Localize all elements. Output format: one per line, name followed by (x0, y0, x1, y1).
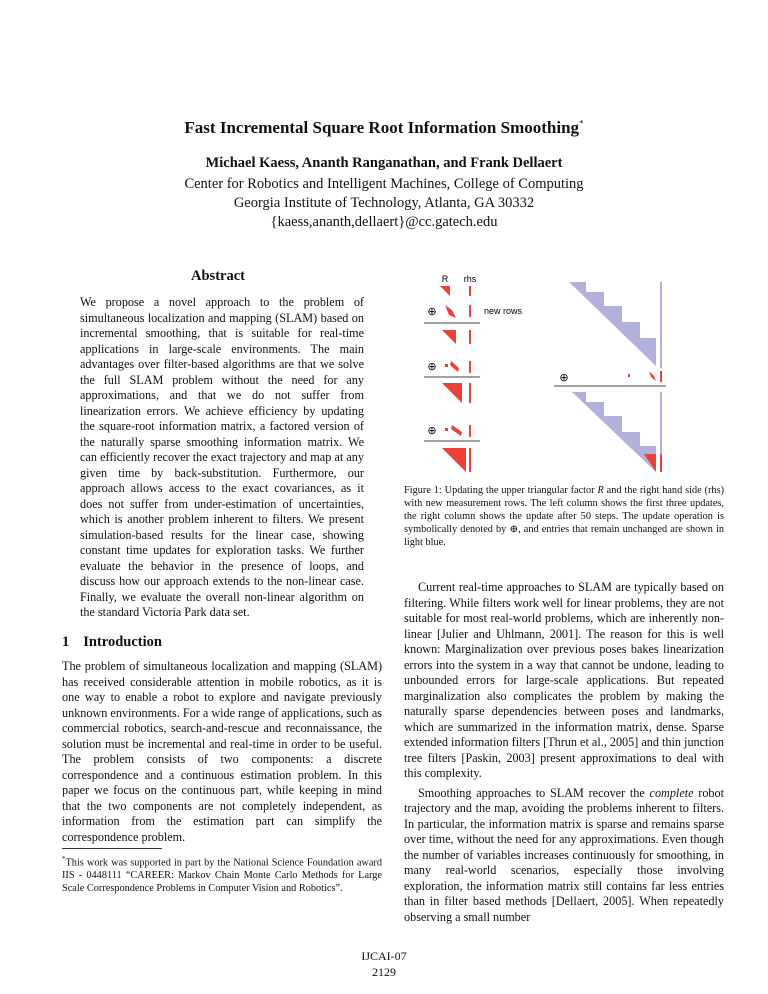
abstract-text: We propose a novel approach to the problem of simultaneous localization and mapping (SLAM) based on incremental smoothing, that is suitable for real-time applications in large-scale environments. The main advantages over filter-based algorithms are that we solve the full SLAM problem without the need for any approximations, and that we do not suffer from linearization errors. We achieve efficiency by updating the square-root information matrix, a factored version of the naturally sparse smoothing information matrix. We can efficiently recover the exact trajectory and map at any given time by back-substitution. Furthermore, our approach allows access to the exact covariances, as it does not suffer from under-estimation of uncertainties, which is another problem inherent to filters. We present simulation-based results for the linear case, showing constant time updates for exploration tasks. We further evaluate the behavior in the presence of loops, and discuss how our approach extends to the non-linear case. Finally, we evaluate the overall non-linear algorithm on the standard Victoria Park data set. (80, 295, 364, 619)
oplus-step-1: ⊕ (427, 306, 437, 318)
label-rhs: rhs (463, 274, 477, 284)
new-rows-rhs-3 (469, 425, 471, 437)
paper-title (0, 118, 768, 138)
abstract-heading: Abstract (191, 268, 245, 284)
author-list: Michael Kaess, Ananth Ranganathan, and Frank Dellaert (205, 155, 563, 171)
result-rhs-2 (469, 383, 471, 403)
new-rows-1 (445, 305, 456, 318)
result-r-after-50 (569, 392, 656, 472)
initial-r (440, 286, 450, 296)
oplus-step-3: ⊕ (427, 425, 437, 437)
result-rhs-after-50 (660, 392, 662, 454)
figure-1 (404, 268, 734, 478)
right-column-body (404, 580, 724, 925)
result-r-2 (442, 383, 462, 403)
rhs-after-50-steps (660, 282, 662, 368)
new-rows-2a (445, 364, 448, 367)
result-rhs-after-50-updated (660, 454, 662, 472)
right-paragraph-2-start: Smoothing approaches to SLAM recover the (418, 785, 645, 800)
label-r: R (441, 274, 449, 284)
affiliation-line-1: Center for Robotics and Intelligent Machines, College of Computing (184, 176, 584, 192)
footnote-mark: * (62, 855, 66, 863)
oplus-after-50-steps: ⊕ (559, 372, 569, 384)
footnote (62, 853, 382, 895)
author-email: {kaess,ananth,dellaert}@cc.gatech.edu (270, 214, 498, 230)
right-paragraph-2-emphasis: complete (649, 785, 694, 800)
title-footnote-mark: * (579, 118, 584, 129)
intro-paragraph: The problem of simultaneous localization and mapping (SLAM) has received considerable attention in mobile robotics, as it is one way to enable a robot to explore and navigate previously unknown environments. For a wide range of applications, such as commercial robotics, search-and-rescue and reconnaissance, the solution must be incremental and real-time in order to be useful. The problem consists of two components: a discrete correspondence and a continuous estimation problem. In this paper we focus on the continuous part, while keeping in mind that the two components are not completely independent, as information from the estimation part can simplify the correspondence problem. (62, 659, 382, 844)
new-rows-rhs-after-50 (660, 371, 662, 382)
label-new-rows: new rows (484, 306, 523, 316)
footer-page-number: 2129 (372, 965, 396, 979)
section-title: Introduction (83, 634, 162, 650)
new-rows-rhs-2 (469, 361, 471, 373)
new-rows-3a (445, 428, 448, 431)
footnote-divider (62, 848, 162, 849)
new-rows-rhs-1 (469, 305, 471, 317)
footer-venue: IJCAI-07 (361, 949, 407, 963)
new-rows-after-50-b (649, 371, 656, 381)
caption-text-1: Updating the upper triangular factor (444, 485, 595, 496)
title-text: Fast Incremental Square Root Information Smoothing (184, 118, 580, 137)
result-rhs-3 (469, 448, 471, 472)
matrix-initial (440, 286, 471, 296)
new-rows-after-50-a (628, 374, 630, 377)
figure-caption (404, 484, 724, 549)
r-after-50-steps-band (569, 282, 656, 366)
section-number: 1 (62, 634, 70, 650)
caption-label: Figure 1: (404, 485, 442, 496)
caption-text-2: and the right hand side (rhs) with new measurement rows. The left column shows the first three updates, the right column shows the update after 50 steps. The update operation is symbolically denoted by ⊕, and entries that remain unchanged are shown in light blue. (404, 485, 725, 548)
new-rows-3b (451, 425, 462, 436)
result-r-3 (442, 448, 466, 472)
right-paragraph-1: Current real-time approaches to SLAM are typically based on filtering. While filters work well for linear problems, they are not suitable for most real-world problems, which are inherently non-linear [Julier and Uhlmann, 2001]. The reason for this is well known: Marginalization over previous poses bakes linearization errors into the system in a way that cannot be undone, leading to unbounded errors for large-scale applications. But repeated marginalization also complicates the problem by making the naturally sparse dependencies between poses and landmarks, which are summarized in the information matrix, dense. Sparse extended information filters [Thrun et al., 2005] and thin junction tree filters [Paskin, 2003] present approximations to deal with this complexity. (404, 580, 724, 780)
new-rows-2b (450, 361, 459, 372)
caption-variable: R (597, 485, 604, 496)
result-rhs-1 (469, 330, 471, 344)
result-r-1 (442, 330, 456, 344)
affiliation-line-2: Georgia Institute of Technology, Atlanta, GA 30332 (233, 195, 535, 211)
initial-rhs (469, 286, 471, 296)
section-heading (62, 634, 382, 651)
oplus-step-2: ⊕ (427, 361, 437, 373)
right-paragraph-2 (404, 786, 724, 926)
footnote-text: This work was supported in part by the National Science Foundation award IIS - 0448111 “CAREER: Markov Chain Monte Carlo Methods for Large Scale Correspondence Problems in Computer Vision and Robotics”. (62, 857, 382, 895)
right-paragraph-2-end: robot trajectory and the map, avoiding the problems inherent to filters. In particular, the information matrix is sparse and remains sparse over time, without the need for any approximations. Even though the number of variables increases continuously for smoothing, in many real-world scenarios, especially those involving exploration, the information matrix still contains far less entries than in filter based methods [Dellaert, 2005]. When repeatedly observing a small number (404, 785, 725, 924)
